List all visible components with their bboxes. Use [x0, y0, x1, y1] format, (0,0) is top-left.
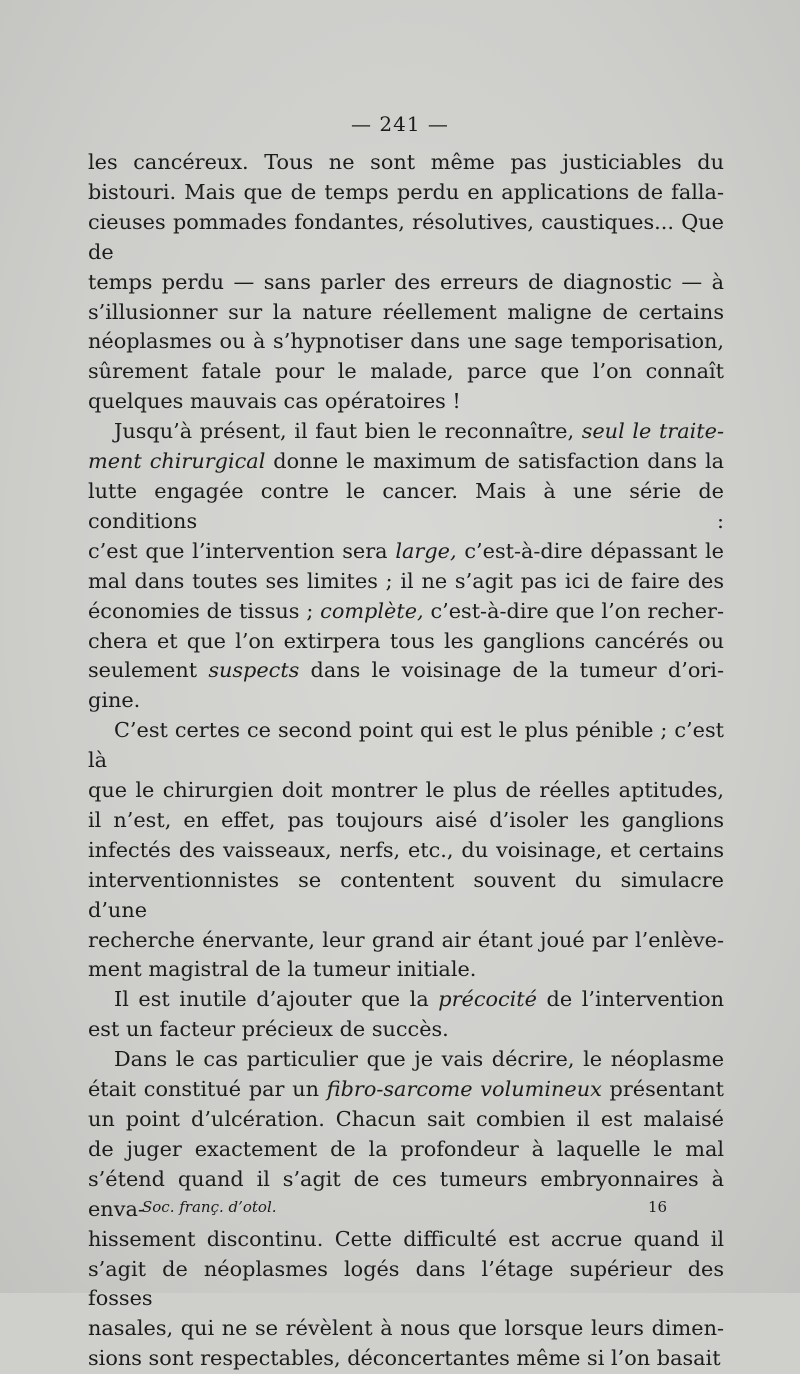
body-text	[88, 148, 724, 1374]
text-line: chera et que l’on extirpera tous les ganglions cancérés ou	[88, 628, 724, 653]
paragraph	[88, 985, 724, 1045]
text-line: seulement suspects dans le voisinage de la tumeur d’ori-	[88, 658, 724, 683]
text-line: un point d’ulcération. Chacun sait combien il est malaisé	[88, 1107, 724, 1131]
text-line: s’étend quand il s’agit de ces tumeurs embryonnaires à enva-	[88, 1166, 724, 1221]
text-line: gine.	[88, 688, 141, 713]
text-line: les cancéreux. Tous ne sont même pas justiciables du	[88, 150, 724, 174]
text-line: est un facteur précieux de succès.	[88, 1017, 449, 1042]
text-line: que le chirurgien doit montrer le plus de réelles aptitudes,	[88, 778, 724, 803]
text-line: quelques mauvais cas opératoires !	[88, 389, 461, 414]
text-line: lutte engagée contre le cancer. Mais à une série de conditions :	[88, 478, 724, 533]
text-line: mal dans toutes ses limites ; il ne s’agit pas ici de faire des	[88, 568, 724, 593]
text-line: il n’est, en effet, pas toujours aisé d’isoler les ganglions	[88, 807, 724, 832]
text-line: hissement discontinu. Cette difficulté est accrue quand il	[88, 1226, 724, 1251]
text-line: infectés des vaisseaux, nerfs, etc., du voisinage, et certains	[88, 837, 724, 862]
text-line: s’agit de néoplasmes logés dans l’étage supérieur des fosses	[88, 1256, 724, 1311]
text-line: Dans le cas particulier que je vais décrire, le néoplasme	[114, 1047, 724, 1072]
page-number: — 241 —	[351, 112, 449, 136]
text-line: Jusqu’à présent, il faut bien le reconnaître, seul le traite-	[114, 419, 724, 444]
text-line: économies de tissus ; complète, c’est-à-dire que l’on recher-	[88, 598, 725, 623]
text-line: bistouri. Mais que de temps perdu en applications de falla-	[88, 179, 724, 204]
text-line: sûrement fatale pour le malade, parce que l’on connaît	[88, 359, 724, 384]
text-line: recherche énervante, leur grand air étant joué par l’enlève-	[88, 927, 724, 952]
text-line: s’illusionner sur la nature réellement maligne de certains	[88, 299, 724, 324]
footer-journal-signature: Soc. franç. d’otol.	[142, 1198, 277, 1216]
text-line: interventionnistes se contentent souvent du simulacre d’une	[88, 867, 724, 922]
paragraph	[88, 417, 724, 716]
text-line: ment magistral de la tumeur initiale.	[88, 957, 477, 982]
text-line: était constitué par un fibro-sarcome volumineux présentant	[88, 1077, 724, 1102]
text-line: c’est que l’intervention sera large, c’est-à-dire dépassant le	[88, 538, 724, 563]
text-line: ment chirurgical donne le maximum de satisfaction dans la	[88, 449, 724, 474]
text-line: sions sont respectables, déconcertantes même si l’on basait	[88, 1346, 721, 1371]
text-line: C’est certes ce second point qui est le plus pénible ; c’est là	[88, 718, 724, 773]
paragraph	[88, 148, 724, 417]
text-line: de juger exactement de la profondeur à laquelle le mal	[88, 1136, 724, 1161]
text-line: temps perdu — sans parler des erreurs de diagnostic — à	[88, 269, 724, 294]
text-line: nasales, qui ne se révèlent à nous que lorsque leurs dimen-	[88, 1316, 724, 1341]
text-line: cieuses pommades fondantes, résolutives, caustiques... Que de	[88, 209, 724, 264]
text-line: néoplasmes ou à s’hypnotiser dans une sage temporisation,	[88, 329, 724, 354]
text-line: Il est inutile d’ajouter que la précocité de l’intervention	[114, 987, 724, 1012]
paragraph	[88, 716, 724, 985]
footer-signature-number: 16	[648, 1198, 668, 1216]
